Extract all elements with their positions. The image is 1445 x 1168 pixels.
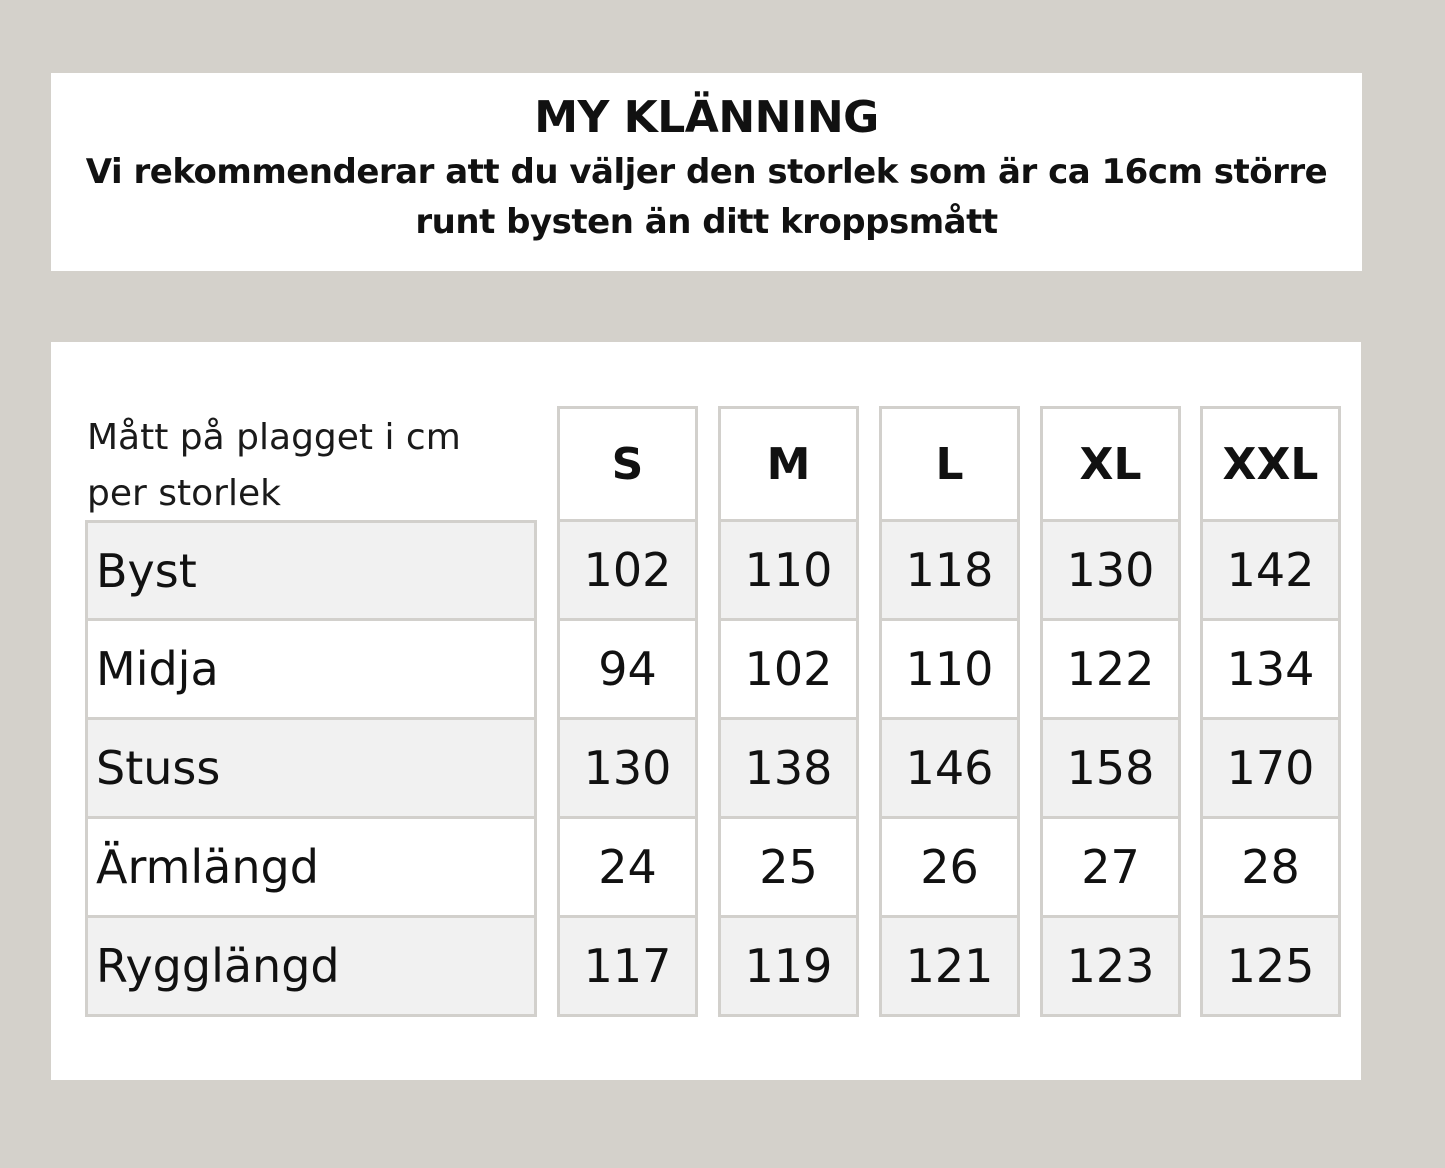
row-label-armlangd: Ärmlängd	[85, 819, 537, 918]
row-label-rygglangd: Rygglängd	[85, 918, 537, 1017]
size-value: 102	[718, 621, 859, 720]
size-value: 138	[718, 720, 859, 819]
size-value: 158	[1040, 720, 1181, 819]
size-value: 24	[557, 819, 698, 918]
size-value: 94	[557, 621, 698, 720]
size-value: 27	[1040, 819, 1181, 918]
size-value: 102	[557, 522, 698, 621]
page-title: MY KLÄNNING	[534, 92, 879, 143]
size-header: L	[879, 406, 1020, 522]
size-value: 130	[1040, 522, 1181, 621]
size-header: XL	[1040, 406, 1181, 522]
size-value: 25	[718, 819, 859, 918]
size-value: 142	[1200, 522, 1341, 621]
size-table-panel	[51, 342, 1361, 1080]
size-value: 146	[879, 720, 1020, 819]
header-panel	[51, 73, 1362, 271]
size-value: 118	[879, 522, 1020, 621]
size-column-xxl	[1200, 406, 1341, 1017]
row-label-byst: Byst	[85, 520, 537, 621]
size-value: 122	[1040, 621, 1181, 720]
size-value: 110	[879, 621, 1020, 720]
size-column-l	[879, 406, 1020, 1017]
size-column-m	[718, 406, 859, 1017]
size-value: 130	[557, 720, 698, 819]
size-value: 134	[1200, 621, 1341, 720]
size-header: S	[557, 406, 698, 522]
size-value: 117	[557, 918, 698, 1017]
size-header: M	[718, 406, 859, 522]
table-caption	[87, 410, 527, 522]
row-label-midja: Midja	[85, 621, 537, 720]
row-label-stuss: Stuss	[85, 720, 537, 819]
size-value: 121	[879, 918, 1020, 1017]
recommendation-line-1: Vi rekommenderar att du väljer den storlek som är ca 16cm större	[85, 152, 1328, 192]
size-value: 125	[1200, 918, 1341, 1017]
size-column-s	[557, 406, 698, 1017]
size-column-xl	[1040, 406, 1181, 1017]
size-value: 119	[718, 918, 859, 1017]
measurement-label-column	[85, 520, 537, 1017]
size-header: XXL	[1200, 406, 1341, 522]
size-value: 28	[1200, 819, 1341, 918]
recommendation-line-2: runt bysten än ditt kroppsmått	[415, 202, 998, 242]
table-caption-line-1: Mått på plagget i cm	[87, 417, 461, 458]
size-value: 170	[1200, 720, 1341, 819]
table-caption-line-2: per storlek	[87, 473, 281, 514]
size-value: 26	[879, 819, 1020, 918]
size-value: 123	[1040, 918, 1181, 1017]
size-value: 110	[718, 522, 859, 621]
